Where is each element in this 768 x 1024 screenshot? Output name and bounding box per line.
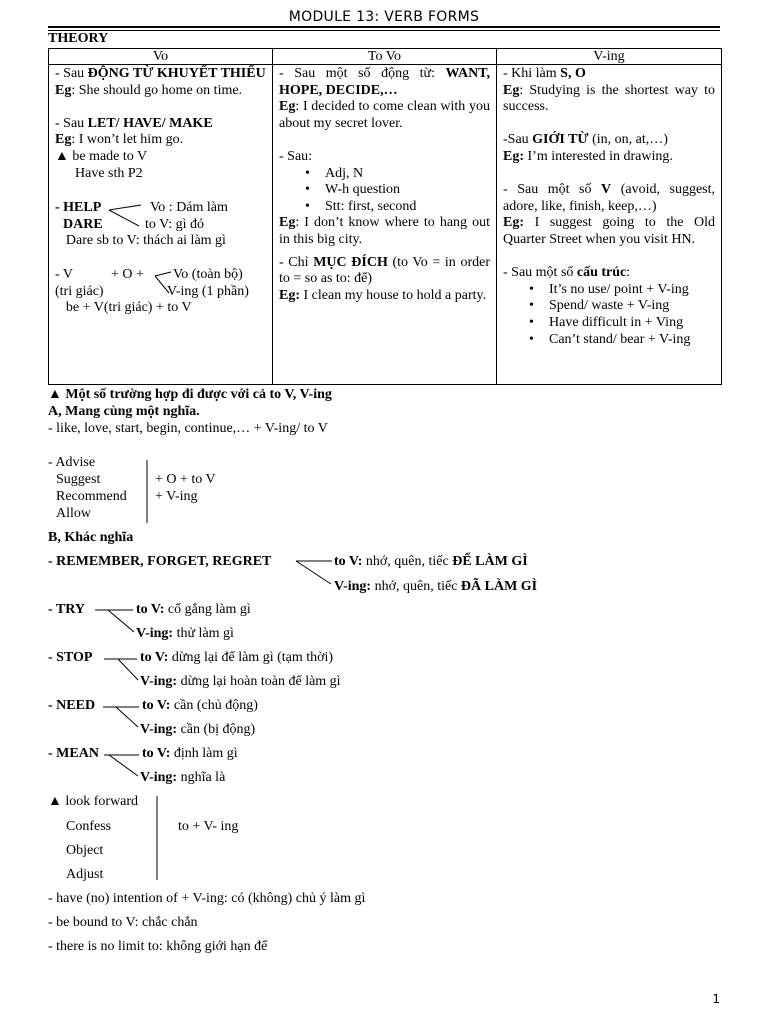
diff-v-ing-mean: V-ing: nghĩa là [140,770,226,785]
list-item: • W-h question [305,182,490,199]
diff-v-ing-stop: V-ing: dừng lại hoàn toàn để làm gì [140,674,341,689]
table-body-row [49,65,722,385]
diff-label-stop: - STOP [48,650,93,665]
dare-note: Dare sb to V: thách ai làm gì [55,232,216,248]
tail-line-limit: - there is no limit to: không giới hạn để [48,939,268,954]
column-header-vo: Vo [49,49,273,65]
list-item: • Have difficult in + Ving [529,315,715,332]
cell-to-vo: - Sau một số động từ: WANT, HOPE, DECIDE,… Eg: I decided to come clean with you about my secret lover. - Sau: • Adj, N • W-h question • Stt: first, second Eg: I don’t know where to hang out in this big city. - Chỉ MỤC ĐÍCH (to Vo = in order to = so as to: để) Eg: I clean my house to hold a party. [273,65,497,385]
diff-to-v-stop: to V: dừng lại để làm gì (tạm thời) [140,650,334,665]
tail-line-bound: - be bound to V: chắc chắn [48,915,198,930]
same-meaning-heading: A, Mang cùng một nghĩa. [48,404,200,419]
perception-branch-lines [55,266,267,300]
page-number: 1 [712,992,720,1006]
cell-vo: - Sau ĐỘNG TỪ KHUYẾT THIẾU Eg: She should go home on time. - Sau LET/ HAVE/ MAKE Eg: I won’t let him go. ▲ be made to V Have sth P2 - HELP Vo : Dám làm DARE to V: gì đó Dare sb to V: thách ai làm gì - V + O + Vo (toàn bộ) (tri giác) V-ing (1 phần) be + V(tri giác) + to V [49,65,273,385]
note-be-made: ▲ be made to V [55,148,148,164]
modal-verbs-label: ĐỘNG TỪ KHUYẾT THIẾU [87,66,266,81]
need-line-ing [116,707,138,727]
list-item: • It’s no use/ point + V-ing [529,282,715,299]
list-item: • Adj, N [305,166,490,183]
perception-note: be + V(tri giác) + to V [55,299,181,315]
diff-to-v-try: to V: cố gắng làm gì [136,602,251,617]
recommend-item: Recommend [56,489,127,504]
diff-to-v-need: to V: cần (chủ động) [142,698,258,713]
advise-to-v: + O + to V [155,472,216,487]
diff-v-ing-remember: V-ing: nhớ, quên, tiếc ĐÃ LÀM GÌ [334,579,538,594]
v-ing-structure-list [503,282,715,348]
table-header-row [49,49,722,65]
diff-v-ing-need: V-ing: cần (bị động) [140,722,256,737]
advise-v-ing: + V-ing [155,489,198,504]
perception-diagram: - V + O + Vo (toàn bộ) (tri giác) V-ing (1 phần) [55,266,266,300]
help-dare-diagram: - HELP Vo : Dám làm DARE to V: gì đó [55,199,266,233]
confess-item: Confess [66,819,112,834]
let-have-make-label: LET/ HAVE/ MAKE [87,115,213,131]
tail-line-intention: - have (no) intention of + V-ing: có (không) chủ ý làm gì [48,891,366,906]
section-heading-theory: THEORY [48,31,109,46]
advise-item: - Advise [48,455,96,470]
both-forms-heading: ▲ Một số trường hợp đi được với cả to V, V-ing [48,387,332,402]
remember-line-ing [296,561,331,584]
diff-label-mean: - MEAN [48,746,99,761]
try-line-ing [108,610,134,632]
adjust-item: Adjust [66,867,104,882]
list-item: • Can’t stand/ bear + V-ing [529,332,715,349]
allow-item: Allow [56,506,91,521]
diff-to-v-mean: to V: định làm gì [142,746,238,761]
cell-v-ing: - Khi làm S, O Eg: Studying is the shortest way to success. -Sau GIỚI TỪ (in, on, at,…) Eg: I’m interested in drawing. - Sau một số V (avoid, suggest, adore, like, finish, keep,…) Eg: I suggest going to the Old Quarter Street when you visit HN. - Sau một số cấu trúc: • It’s no use/ point + V-ing • Spend/ waste + V-ing • Have difficult in + Ving • Can’t stand/ bear + V-ing [497,65,722,385]
diff-label-remember: - REMEMBER, FORGET, REGRET [48,554,272,569]
title-rule-thick [48,26,720,28]
different-meaning-heading: B, Khác nghĩa [48,530,134,545]
stop-line-ing [118,659,138,680]
column-header-to-vo: To Vo [273,49,497,65]
list-item: • Stt: first, second [305,199,490,216]
verb-forms-table [48,48,722,385]
mean-line-ing [109,755,138,776]
diff-to-v-remember: to V: nhớ, quên, tiếc ĐỂ LÀM GÌ [334,554,528,569]
look-forward-rhs: to + V- ing [178,819,239,834]
help-branch-lines [55,199,267,233]
column-header-v-ing: V-ing [497,49,722,65]
diff-label-try: - TRY [48,602,85,617]
object-item: Object [66,843,104,858]
page-title: MODULE 13: VERB FORMS [288,9,480,25]
diff-label-need: - NEED [48,698,96,713]
diff-v-ing-try: V-ing: thử làm gì [136,626,234,641]
to-vo-list [279,166,490,216]
same-meaning-line: - like, love, start, begin, continue,… + V-ing/ to V [48,421,328,436]
list-item: • Spend/ waste + V-ing [529,298,715,315]
look-forward-item: ▲ look forward [48,794,139,809]
note-have-sth: Have sth P2 [75,165,143,181]
title-rule-thin [48,30,720,31]
suggest-item: Suggest [56,472,101,487]
